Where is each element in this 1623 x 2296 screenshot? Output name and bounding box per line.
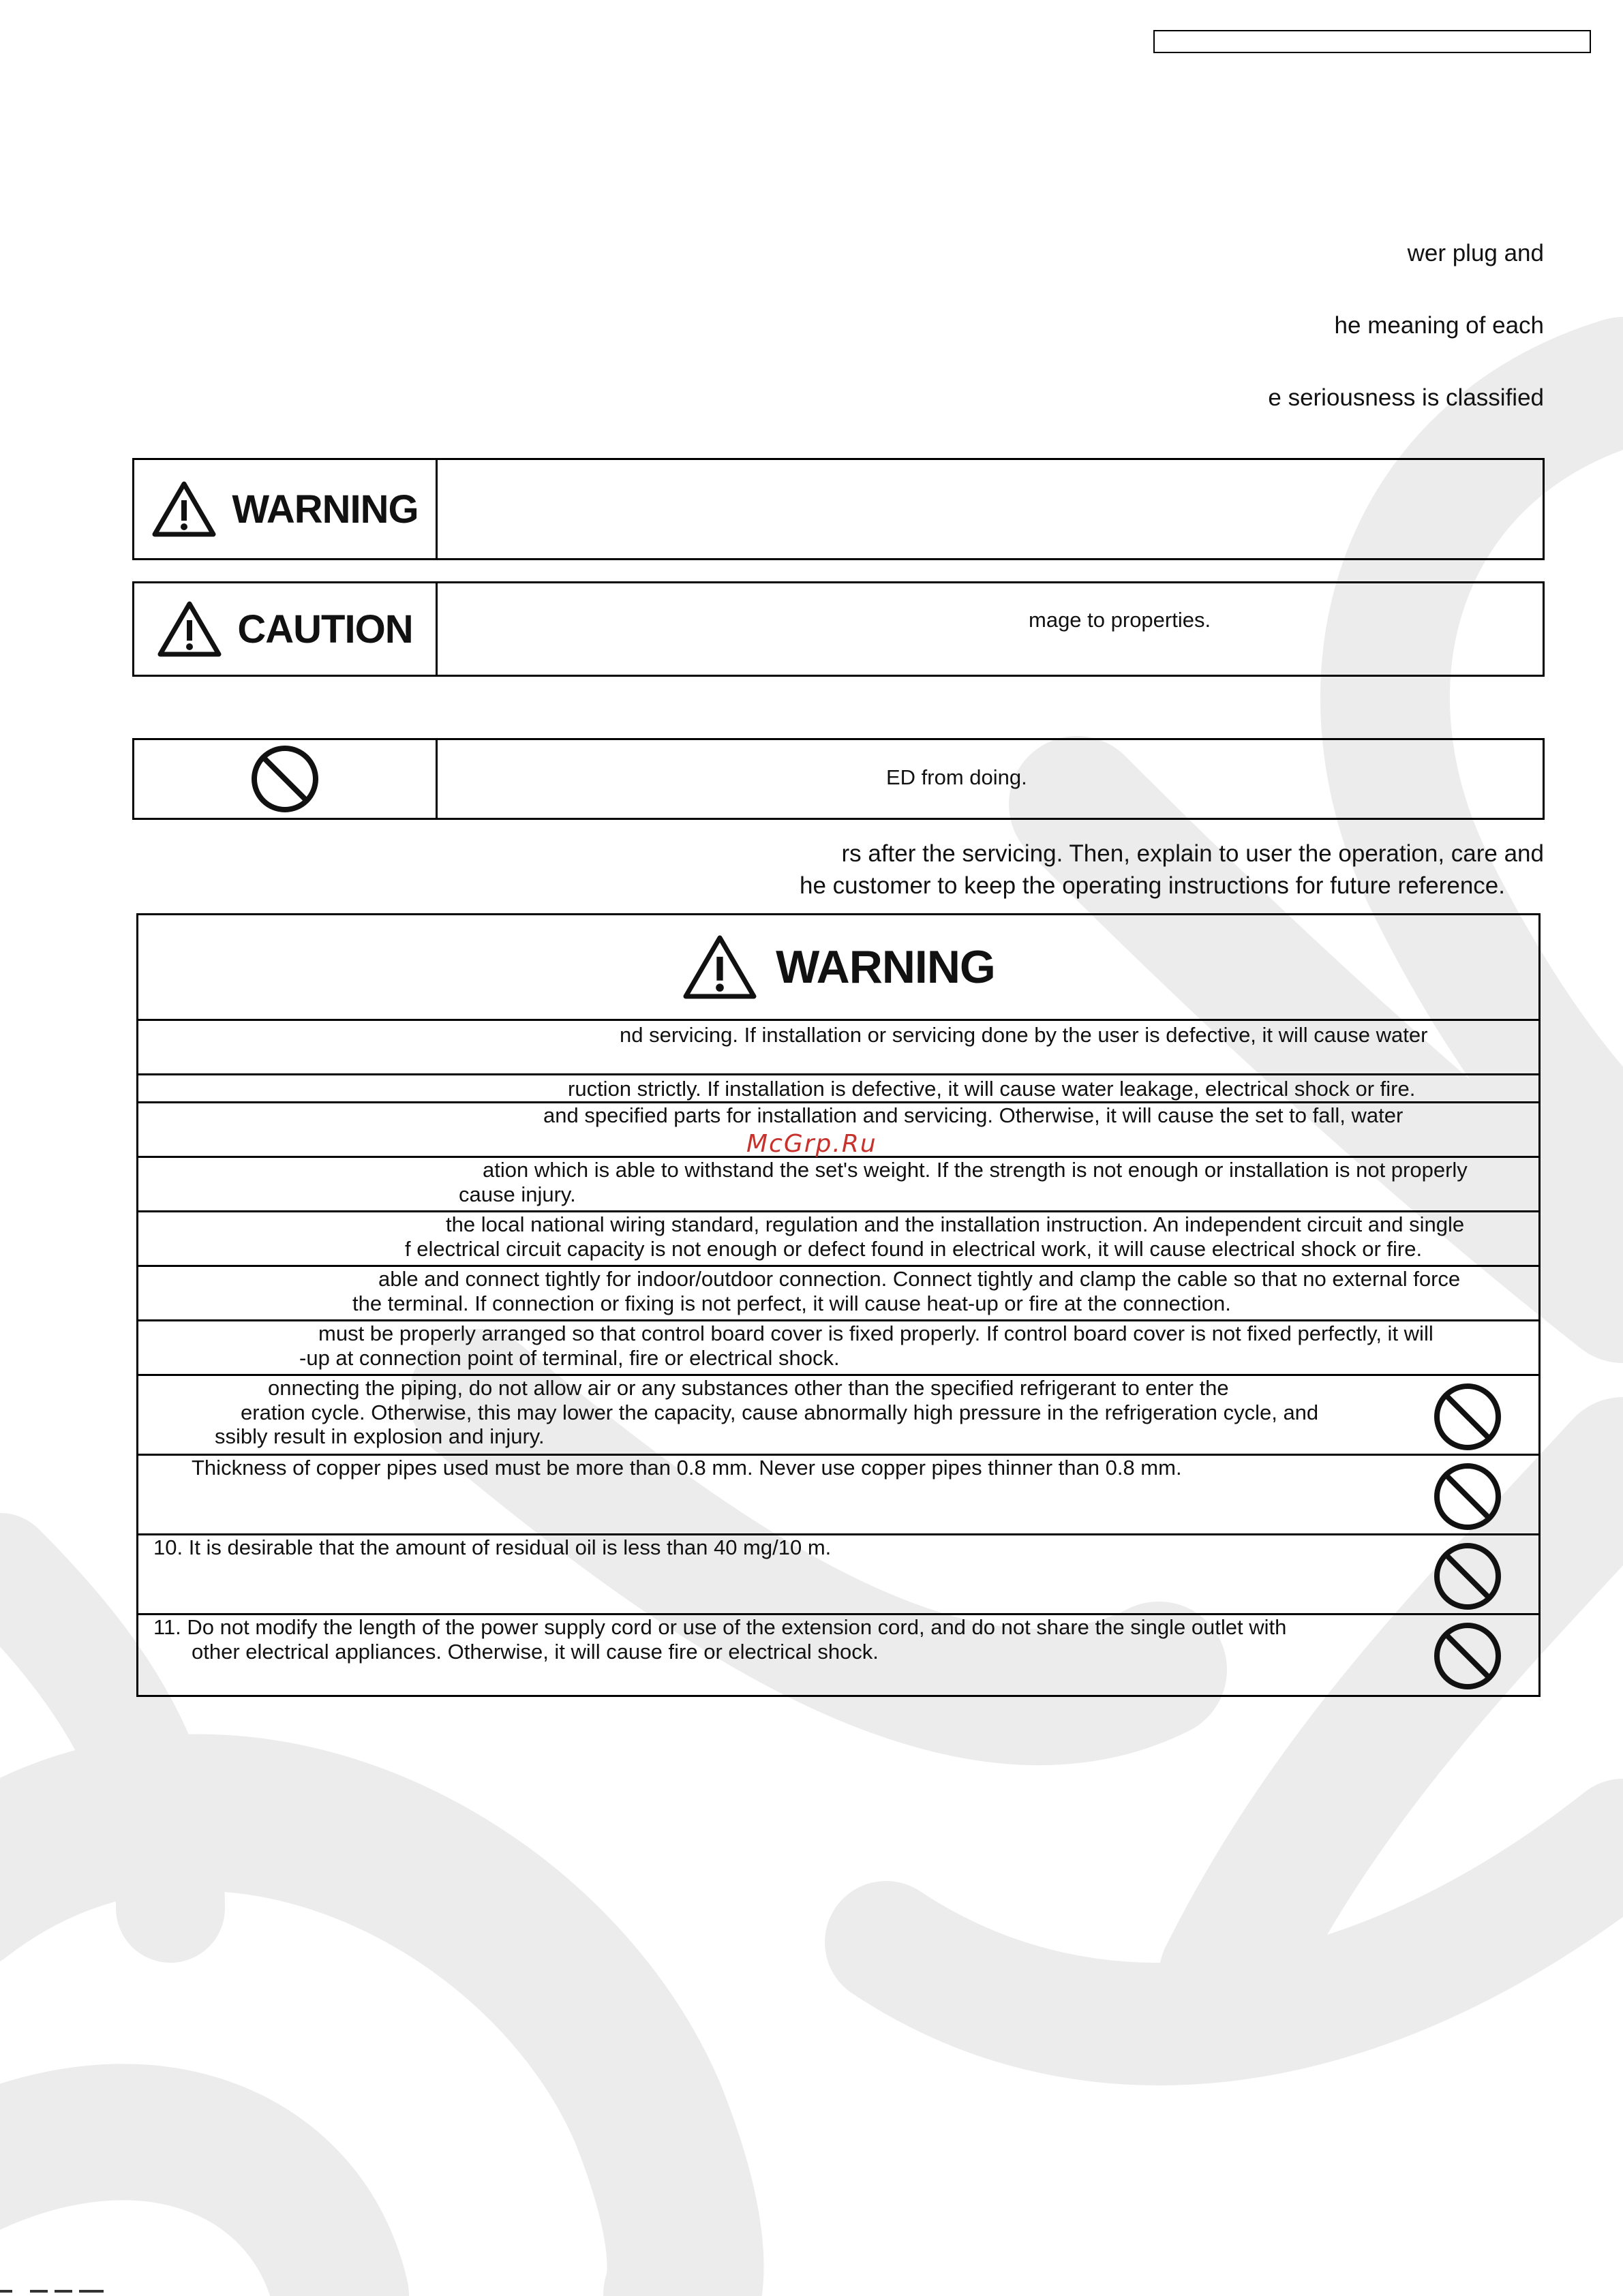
warning-symbol-box <box>132 458 1545 560</box>
warning-row-text: eration cycle. Otherwise, this may lower the capacity, cause abnormally high pressure in the refrigeration cycle, and <box>241 1400 1319 1424</box>
warning-row-2 <box>138 1075 1538 1103</box>
prohibited-icon <box>1432 1381 1503 1452</box>
warning-row-text: able and connect tightly for indoor/outdoor connection. Connect tightly and clamp the cable so that no external force <box>378 1267 1461 1291</box>
caution-symbol-box <box>132 581 1545 677</box>
caution-triangle-icon <box>157 600 222 658</box>
prohibited-icon <box>1432 1461 1503 1532</box>
caution-description-cell <box>438 583 1543 675</box>
warning-label: WARNING <box>232 487 419 532</box>
warning-row-text: and specified parts for installation and servicing. Otherwise, it will cause the set to fall, water <box>543 1103 1404 1127</box>
warning-triangle-icon <box>151 480 217 538</box>
warning-row-text: cause injury. <box>459 1182 576 1206</box>
prohibited-symbol-cell <box>134 740 438 818</box>
caution-symbol-cell <box>134 583 438 675</box>
prohibited-symbol-box <box>132 738 1545 820</box>
warning-row-text: nd servicing. If installation or servicing done by the user is defective, it will cause water <box>620 1023 1428 1047</box>
warning-row-text: ation which is able to withstand the set's weight. If the strength is not enough or installation is not properly <box>483 1158 1468 1182</box>
footer-mark <box>0 2290 109 2293</box>
intro-line-2: he meaning of each <box>1334 312 1544 339</box>
warning-triangle-icon <box>682 933 758 1001</box>
after-servicing-line-2: he customer to keep the operating instructions for future reference. <box>799 872 1505 899</box>
warning-row-11 <box>138 1615 1538 1695</box>
warning-row-6 <box>138 1267 1538 1321</box>
warning-description-cell <box>438 460 1543 558</box>
caution-description-text: mage to properties. <box>1029 608 1211 632</box>
prohibited-description-text: ED from doing. <box>886 765 1027 789</box>
warning-row-text: onnecting the piping, do not allow air or any substances other than the specified refrigerant to enter the <box>268 1376 1229 1400</box>
warning-row-text: -up at connection point of terminal, fire or electrical shock. <box>299 1346 840 1370</box>
watermark-text: McGrp.Ru <box>746 1130 877 1158</box>
warning-row-5 <box>138 1212 1538 1267</box>
warning-row-text: ruction strictly. If installation is defective, it will cause water leakage, electrical shock or fire. <box>568 1077 1416 1101</box>
intro-line-1: wer plug and <box>1407 240 1544 266</box>
warning-row-text: the terminal. If connection or fixing is not perfect, it will cause heat-up or fire at the connection. <box>352 1291 1231 1315</box>
warning-row-7 <box>138 1321 1538 1376</box>
prohibited-icon <box>1432 1621 1503 1692</box>
warning-table-title: WARNING <box>776 941 995 993</box>
prohibited-icon <box>1432 1541 1503 1612</box>
warning-table-header <box>138 915 1538 1021</box>
warning-row-9 <box>138 1456 1538 1535</box>
warning-row-text: 10. It is desirable that the amount of residual oil is less than 40 mg/10 m. <box>153 1535 832 1559</box>
warning-row-text: the local national wiring standard, regulation and the installation instruction. An independent circuit and single <box>446 1212 1465 1236</box>
warning-row-1 <box>138 1021 1538 1075</box>
after-servicing-line-1: rs after the servicing. Then, explain to user the operation, care and <box>841 840 1544 867</box>
warning-row-4 <box>138 1158 1538 1212</box>
warning-row-10 <box>138 1535 1538 1615</box>
warning-row-text: other electrical appliances. Otherwise, it will cause fire or electrical shock. <box>192 1640 879 1664</box>
warning-row-text: 11. Do not modify the length of the power supply cord or use of the extension cord, and do not share the single outlet with <box>153 1615 1287 1639</box>
prohibited-icon <box>249 744 320 814</box>
header-box <box>1153 30 1591 53</box>
prohibited-description-cell <box>438 740 1543 818</box>
warning-row-text: f electrical circuit capacity is not enough or defect found in electrical work, it will cause electrical shock or fire. <box>405 1237 1423 1261</box>
warning-row-text: Thickness of copper pipes used must be more than 0.8 mm. Never use copper pipes thinner than 0.8 mm. <box>192 1456 1182 1480</box>
caution-label: CAUTION <box>237 607 413 652</box>
intro-line-3: e seriousness is classified <box>1268 384 1544 411</box>
warning-row-text: ssibly result in explosion and injury. <box>215 1424 545 1448</box>
warning-symbol-cell <box>134 460 438 558</box>
warning-table <box>136 913 1541 1697</box>
warning-row-text: must be properly arranged so that control board cover is fixed properly. If control board cover is not fixed perfectly, it will <box>318 1321 1434 1345</box>
warning-row-8 <box>138 1376 1538 1456</box>
